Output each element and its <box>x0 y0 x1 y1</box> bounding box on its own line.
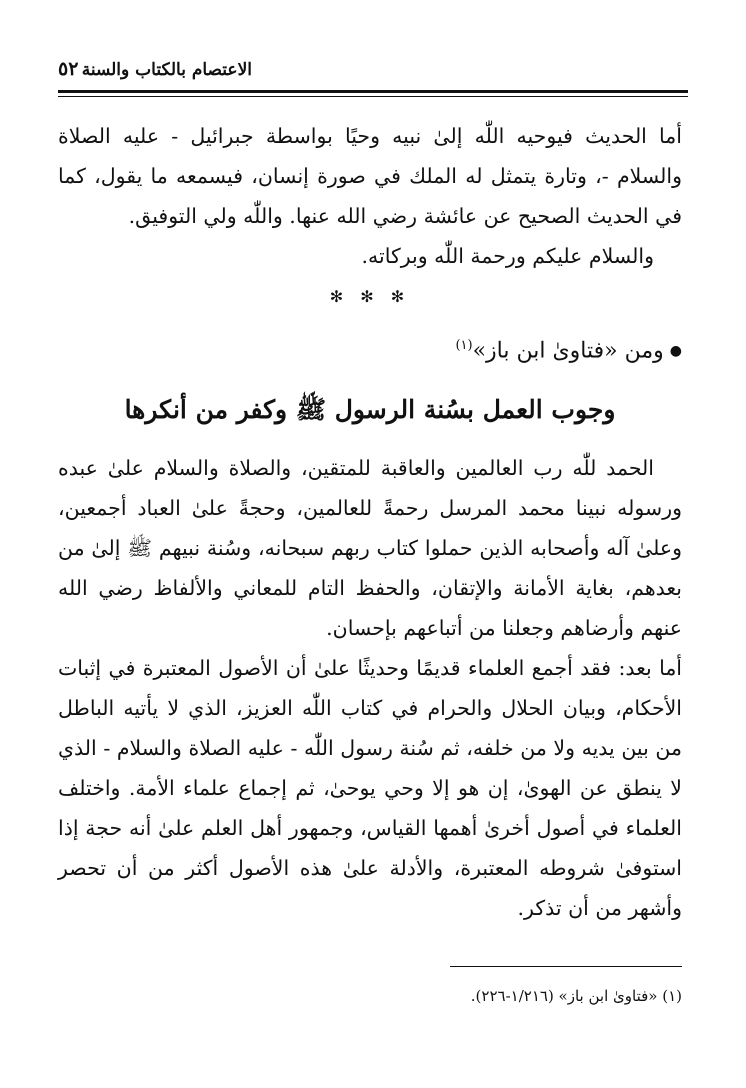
source-title: ومن «فتاوىٰ ابن باز» <box>472 338 664 364</box>
page-number: ٥٢ <box>58 58 79 80</box>
running-title: الاعتصام بالكتاب والسنة <box>81 60 252 80</box>
header-rule-thick <box>58 90 688 93</box>
section-separator: ✻ ✻ ✻ <box>329 287 411 306</box>
header-rule-thin <box>58 96 688 97</box>
paragraph-praise: الحمد للّٰه رب العالمين والعاقبة للمتقين، والصلاة والسلام علىٰ عبده ورسوله نبينا محمد المرسل رحمةً للعالمين، وحجةً علىٰ العباد أجمعين، وعلىٰ آله وأصحابه الذين حملوا كتاب ربهم سبحانه، وسُنة نبيهم ﷺ إلىٰ من بعدهم، بغاية الأمانة والإتقان، والحفظ التام للمعاني والألفاظ رضي الله عنهم وأرضاهم وجعلنا من أتباعهم بإحسان. <box>58 456 682 640</box>
bullet-icon: ● <box>669 343 682 360</box>
paragraph-hadith-revelation: أما الحديث فيوحيه اللّٰه إلىٰ نبيه وحيًا بواسطة جبرائيل - عليه الصلاة والسلام -، وتارة يتمثل له الملك في صورة إنسان، فيسمعه ما يقول، كما في الحديث الصحيح عن عائشة رضي الله عنها. واللّٰه ولي التوفيق. <box>58 124 682 228</box>
footnote: (١) «فتاوىٰ ابن باز» (١/٢١٦-٢٢٦). <box>470 987 682 1005</box>
paragraph-sources-of-law: أما بعد: فقد أجمع العلماء قديمًا وحديثًا علىٰ أن الأصول المعتبرة في إثبات الأحكام، وبيان الحلال والحرام في كتاب اللّٰه العزيز، الذي لا يأتيه الباطل من بين يديه ولا من خلفه، ثم سُنة رسول اللّٰه - عليه الصلاة والسلام - الذي لا ينطق عن الهوىٰ، إن هو إلا وحي يوحىٰ، ثم إجماع علماء الأمة. واختلف العلماء في أصول أخرىٰ أهمها القياس، وجمهور أهل العلم علىٰ أنه حجة إذا استوفىٰ شروطه المعتبرة، والأدلة علىٰ هذه الأصول أكثر من أن تحصر وأشهر من أن تذكر. <box>58 656 682 920</box>
page-header <box>58 50 682 90</box>
footnote-separator <box>450 966 682 967</box>
main-text <box>58 116 682 928</box>
source-line <box>58 320 682 378</box>
section-heading: وجوب العمل بسُنة الرسول ﷺ وكفر من أنكرها <box>124 395 616 424</box>
paragraph-closing-greeting: والسلام عليكم ورحمة اللّٰه وبركاته. <box>361 244 654 268</box>
footnote-ref: (١) <box>455 338 473 353</box>
